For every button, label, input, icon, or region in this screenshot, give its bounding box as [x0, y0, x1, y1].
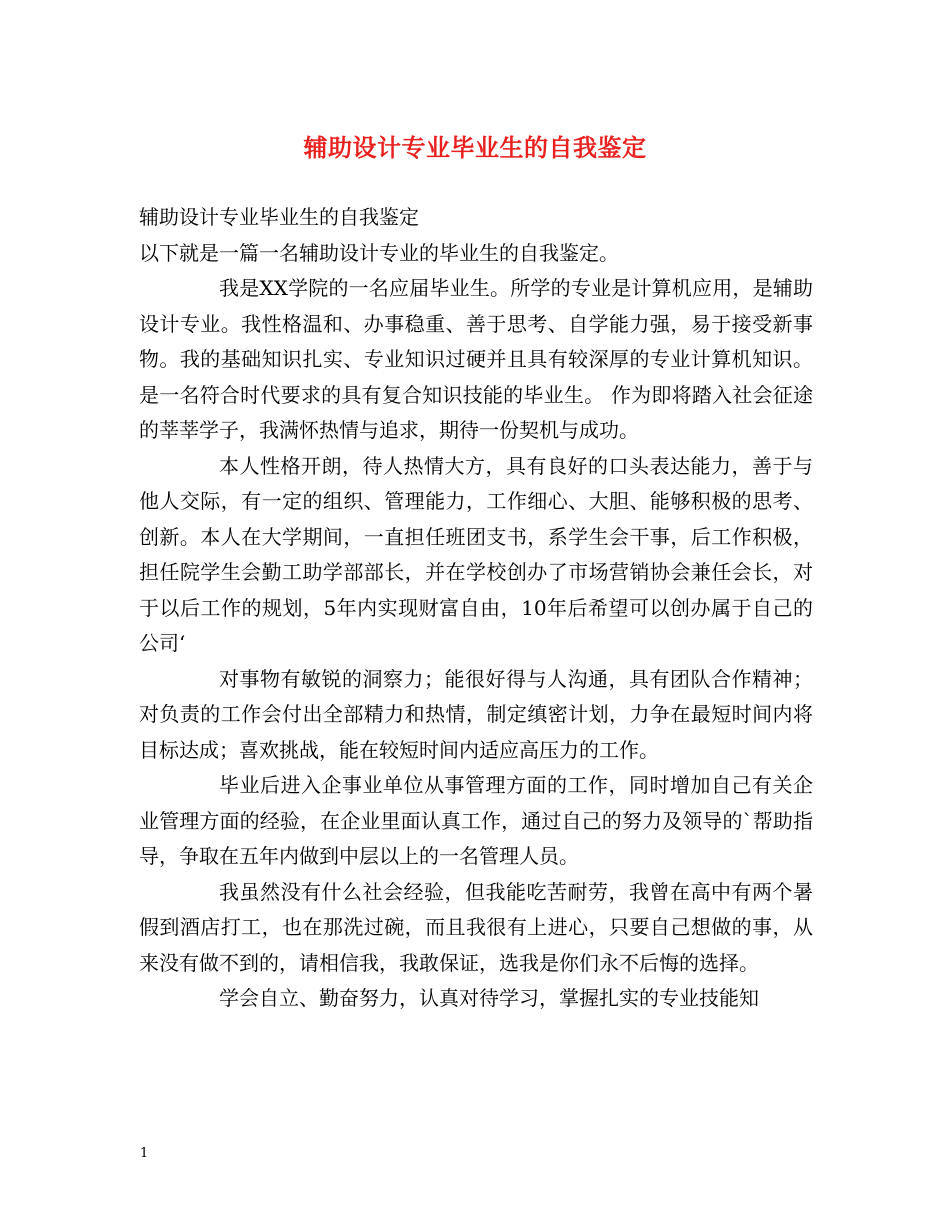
paragraph-3: 对事物有敏锐的洞察力；能很好得与人沟通，具有团队合作精神；对负责的工作会付出全部精力和热情，制定缜密计划，力争在最短时间内将目标达成；喜欢挑战，能在较短时间内适应高压力的工作。 [139, 666, 813, 762]
page-number: 1 [140, 1146, 149, 1161]
paragraph-6: 学会自立、勤奋努力，认真对待学习，掌握扎实的专业技能知 [219, 986, 759, 1010]
document-title: 辅助设计专业毕业生的自我鉴定 [303, 133, 647, 162]
paragraph-5: 我虽然没有什么社会经验，但我能吃苦耐劳，我曾在高中有两个暑假到酒店打工，也在那洗过碗，而且我很有上进心，只要自己想做的事，从来没有做不到的，请相信我，我敢保证，选我是你们永不后悔的选择。 [139, 879, 813, 975]
document-subtitle: 辅助设计专业毕业生的自我鉴定 [139, 205, 419, 229]
paragraph-4: 毕业后进入企事业单位从事管理方面的工作，同时增加自己有关企业管理方面的经验，在企业里面认真工作，通过自己的努力及领导的`帮助指导，争取在五年内做到中层以上的一名管理人员。 [139, 773, 813, 868]
paragraph-2: 本人性格开朗，待人热情大方，具有良好的口头表达能力，善于与他人交际，有一定的组织、管理能力，工作细心、大胆、能够积极的思考、创新。本人在大学期间，一直担任班团支书，系学生会干事，后工作积极，担任院学生会勤工助学部部长，并在学校创办了市场营销协会兼任会长，对于以后工作的规划，5年内实现财富自由，10年后希望可以创办属于自己的公司‘ [139, 453, 813, 655]
paragraph-1: 我是XX学院的一名应届毕业生。所学的专业是计算机应用，是辅助设计专业。我性格温和、办事稳重、善于思考、自学能力强，易于接受新事物。我的基础知识扎实、专业知识过硬并且具有较深厚的专业计算机知识。是一名符合时代要求的具有复合知识技能的毕业生。 作为即将踏入社会征途的莘莘学子，我满怀热情与追求，期待一份契机与成功。 [139, 276, 813, 442]
document-intro: 以下就是一篇一名辅助设计专业的毕业生的自我鉴定。 [139, 240, 619, 265]
document-body [139, 200, 813, 1017]
